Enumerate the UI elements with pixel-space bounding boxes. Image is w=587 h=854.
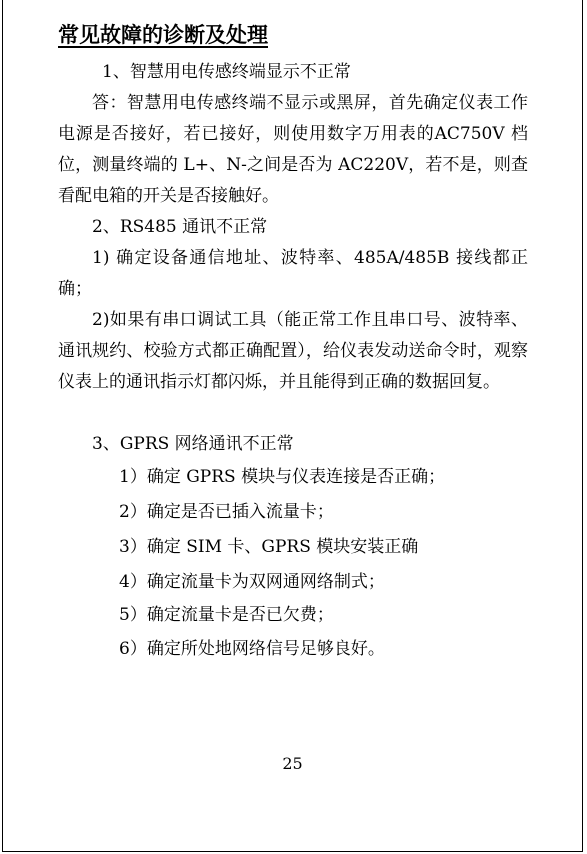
page-title: 常见故障的诊断及处理 <box>58 23 268 47</box>
section-3-item-4: 4）确定流量卡为双网通网络制式； <box>119 572 385 592</box>
page-number: 25 <box>282 754 303 773</box>
section-3-heading: 3、GPRS 网络通讯不正常 <box>92 434 294 454</box>
section-1-answer: 答：智慧用电传感终端不显示或黑屏，首先确定仪表工作电源是否接好，若已接好，则使用数字万用表的AC750V 档位，测量终端的 L+、N-之间是否为 AC220V，若不是，则查看配电箱的开关是否接触好。 <box>58 93 528 206</box>
section-3-item-1: 1）确定 GPRS 模块与仪表连接是否正确； <box>119 467 446 487</box>
section-2-item-2: 2)如果有串口调试工具（能正常工作且串口号、波特率、通讯规约、校验方式都正确配置），给仪表发动送命令时，观察仪表上的通讯指示灯都闪烁，并且能得到正确的数据回复。 <box>58 310 528 392</box>
section-3-item-5: 5）确定流量卡是否已欠费； <box>119 605 334 625</box>
section-1-heading: 1、智慧用电传感终端显示不正常 <box>102 62 351 82</box>
section-2-heading: 2、RS485 通讯不正常 <box>92 217 268 237</box>
section-3-item-6: 6）确定所处地网络信号足够良好。 <box>119 639 385 659</box>
section-2-item-1: 1) 确定设备通信地址、波特率、485A/485B 接线都正确； <box>58 248 528 299</box>
document-page <box>2 0 583 852</box>
section-3-item-3: 3）确定 SIM 卡、GPRS 模块安装正确 <box>119 537 419 557</box>
section-3-item-2: 2）确定是否已插入流量卡； <box>119 502 334 522</box>
